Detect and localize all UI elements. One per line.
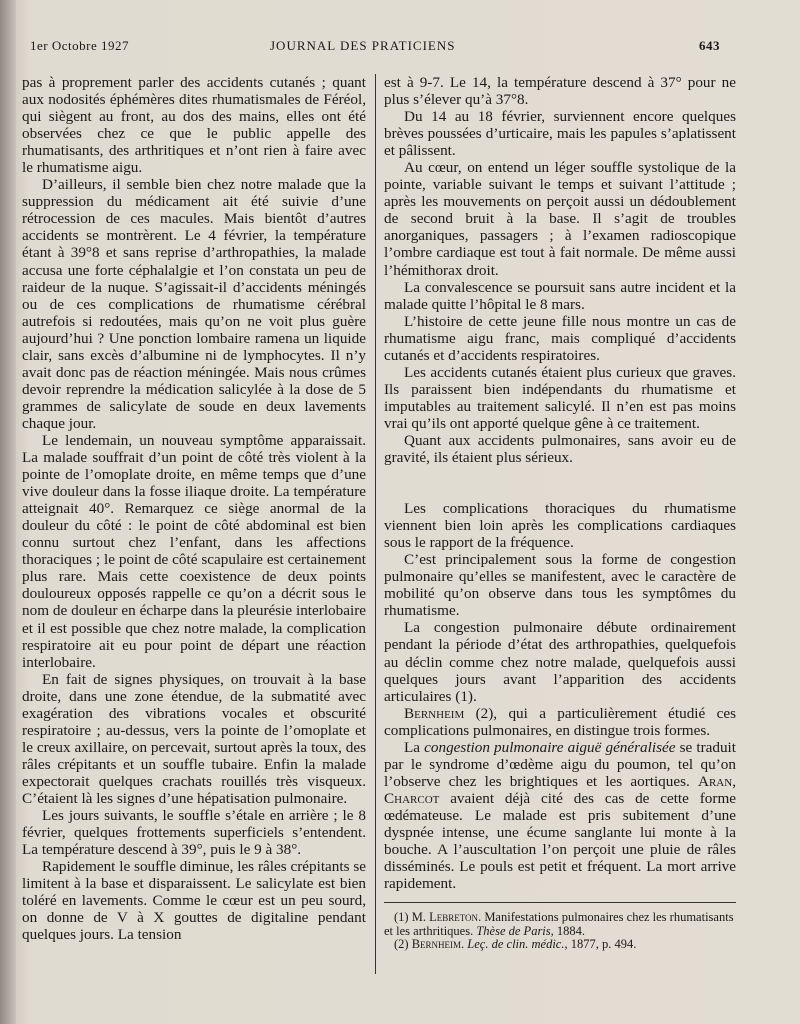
author-name: Aran [698, 772, 733, 790]
header-date: 1er Octobre 1927 [30, 38, 129, 53]
italic-title: Leç. de clin. médic. [467, 937, 565, 952]
paragraph: Les jours suivants, le souffle s’étale en arrière ; le 8 février, quelques frottements superficiels s’entendent. La température descend à 39°, puis le 9 à 38°. [22, 807, 366, 859]
footnote [384, 911, 736, 938]
header-journal-title: JOURNAL DES PRATICIENS [270, 38, 456, 53]
author-name: Charcot [384, 789, 440, 807]
paragraph-text: La [404, 738, 425, 756]
column-divider [375, 74, 376, 974]
paragraph-text: se traduit par le syndrome d’œdème aigu du poumon, tel qu’on l’observe chez les brightiques et les aortiques. [384, 738, 736, 790]
section-gap [384, 483, 736, 500]
paragraph-text: avaient déjà cité des cas de cette forme œdémateuse. Le malade est pris subitement d’une dyspnée intense, une écume sanglante lui monte à la bouche. A l’auscultation l’on perçoit une pluie de râles disséminés. Le pouls est petit et fréquent. La mort arrive rapidement. [384, 789, 736, 893]
paragraph: est à 9-7. Le 14, la température descend à 37° pour ne plus s’élever qu’à 37°8. [384, 74, 736, 109]
paragraph [384, 705, 736, 739]
running-header [30, 38, 720, 56]
paragraph: Les complications thoraciques du rhumatisme viennent bien loin après les complications cardiaques sous le rapport de la fréquence. [384, 500, 736, 552]
footnote-text: . Manifestations pulmonaires chez les rhumatisants et les arthritiques. [384, 910, 734, 938]
paragraph: pas à proprement parler des accidents cutanés ; quant aux nodosités éphémères dites rhumatismales de Féréol, qui siègent au front, au dos des mains, elles ont été observées chez ce que le public appelle des rhumatisants, des arthritiques et n’ont rien à faire avec le rhumatisme aigu. [22, 74, 366, 177]
binding-gutter [0, 0, 16, 1024]
paragraph: En fait de signes physiques, on trouvait à la base droite, dans une zone étendue, de la submatité avec exagération des vibrations vocales et obscurité respiratoire ; au-dessus, vers la pointe de l’omoplate et le creux axillaire, on percevait, surtout après la toux, des râles crépitants et un souffle tubaire. Enfin la malade expectorait quelques crachats rouillés très visqueux. C’étaient là les signes d’une hépatisation pulmonaire. [22, 670, 366, 807]
author-name: Bernheim [411, 937, 462, 952]
paragraph: Rapidement le souffle diminue, les râles crépitants se limitent à la base et disparaissent. Le salicylate est bien toléré en lavements. Comme le cœur est un peu sourd, on donne de V à X gouttes de digitaline pendant quelques jours. La tension [22, 858, 366, 944]
footnote-text: , 1884. [550, 923, 586, 938]
author-name: Bernheim [404, 704, 465, 722]
paragraph: C’est principalement sous la forme de congestion pulmonaire qu’elles se manifestent, avec le caractère de mobilité qu’on observe dans tous les symptômes du rhumatisme. [384, 551, 736, 620]
italic-term: congestion pulmonaire aiguë généralisée [424, 738, 676, 756]
footnote-text: . [461, 937, 468, 952]
footnote-text: (2) [394, 937, 412, 952]
author-name: Lebreton [429, 910, 479, 925]
page-number: 643 [699, 38, 720, 53]
paragraph: La convalescence se poursuit sans autre incident et la malade quitte l’hôpital le 8 mars. [384, 278, 736, 313]
paragraph: L’histoire de cette jeune fille nous montre un cas de rhumatisme aigu franc, mais compliqué d’accidents cutanés et d’accidents respiratoires. [384, 312, 736, 364]
paragraph: Le lendemain, un nouveau symptôme apparaissait. La malade souffrait d’un point de côté très violent à la pointe de l’omoplate droite, en même temps que d’une vive douleur dans la fosse iliaque droite. La température atteignait 40°. Remarquez ce siège anormal de la douleur du côté : le point de côté abdominal est bien connu surtout chez l’enfant, dans les affections thoraciques ; le point de côté scapulaire est certainement plus rare. Mais cette coexistence de deux points douloureux opposés rappelle ce qu’on a décrit sous le nom de douleur en écharpe dans la pleurésie interlobaire et il est possible que chez notre malade, la complication respiratoire ait eu pour point de départ une réaction interlobaire. [22, 431, 366, 671]
paragraph: La congestion pulmonaire débute ordinairement pendant la période d’état des arthropathies, quelquefois au déclin comme chez notre malade, quelquefois aussi quelques jours avant l’apparition des accidents articulaires (1). [384, 619, 736, 705]
footnote-text: (1) M. [394, 910, 430, 925]
paragraph: Du 14 au 18 février, surviennent encore quelques brèves poussées d’urticaire, mais les papules s’aplatissent et pâlissent. [384, 108, 736, 160]
paragraph: D’ailleurs, il semble bien chez notre malade que la suppression du médicament ait été suivie d’une rétrocession de ces macules. Mais bientôt d’autres accidents se montrèrent. Le 4 février, la température étant à 39°8 et sans reprise d’arthropathies, la malade accusa une forte céphalalgie et l’on constata un peu de raideur de la nuque. S’agissait-il d’accidents méningés ou de ces complications de rhumatisme cérébral autrefois si redoutées, mais qu’on ne voit plus guère aujourd’hui ? Une ponction lombaire ramena un liquide clair, sans excès d’albumine ni de lymphocytes. Il n’y avait donc pas de réaction méningée. Mais nous crûmes devoir reprendre la médication salicylée à la dose de 5 grammes de salicylate de soude en deux lavements chaque jour. [22, 176, 366, 432]
paragraph: Au cœur, on entend un léger souffle systolique de la pointe, variable suivant le temps et suivant l’attitude ; après les mouvements on perçoit aussi un dédoublement de second bruit à la base. Il s’agit de troubles anorganiques, passagers ; à l’examen radioscopique l’ombre cardiaque est tout à fait normale. De même aussi l’hémithorax droit. [384, 159, 736, 279]
paragraph: Les accidents cutanés étaient plus curieux que graves. Ils paraissent bien indépendants du rhumatisme et imputables au traitement salicylé. Il n’en est pas moins vrai qu’ils ont apporté quelque gêne à ce traitement. [384, 363, 736, 432]
footnotes [384, 911, 736, 952]
paragraph [384, 739, 736, 892]
paragraph-text: (2), qui a particulièrement étudié ces complications pulmonaires, en distingue trois formes. [384, 704, 736, 739]
italic-title: Thèse de Paris [476, 923, 551, 938]
section-gap [384, 466, 736, 483]
footnote-text: , 1877, p. 494. [564, 937, 637, 952]
right-column [384, 74, 736, 952]
footnote [384, 938, 736, 952]
footnote-rule [384, 902, 736, 903]
paragraph: Quant aux accidents pulmonaires, sans avoir eu de gravité, ils étaient plus sérieux. [384, 431, 736, 467]
paragraph-text: , [732, 772, 736, 790]
left-column [22, 74, 366, 943]
